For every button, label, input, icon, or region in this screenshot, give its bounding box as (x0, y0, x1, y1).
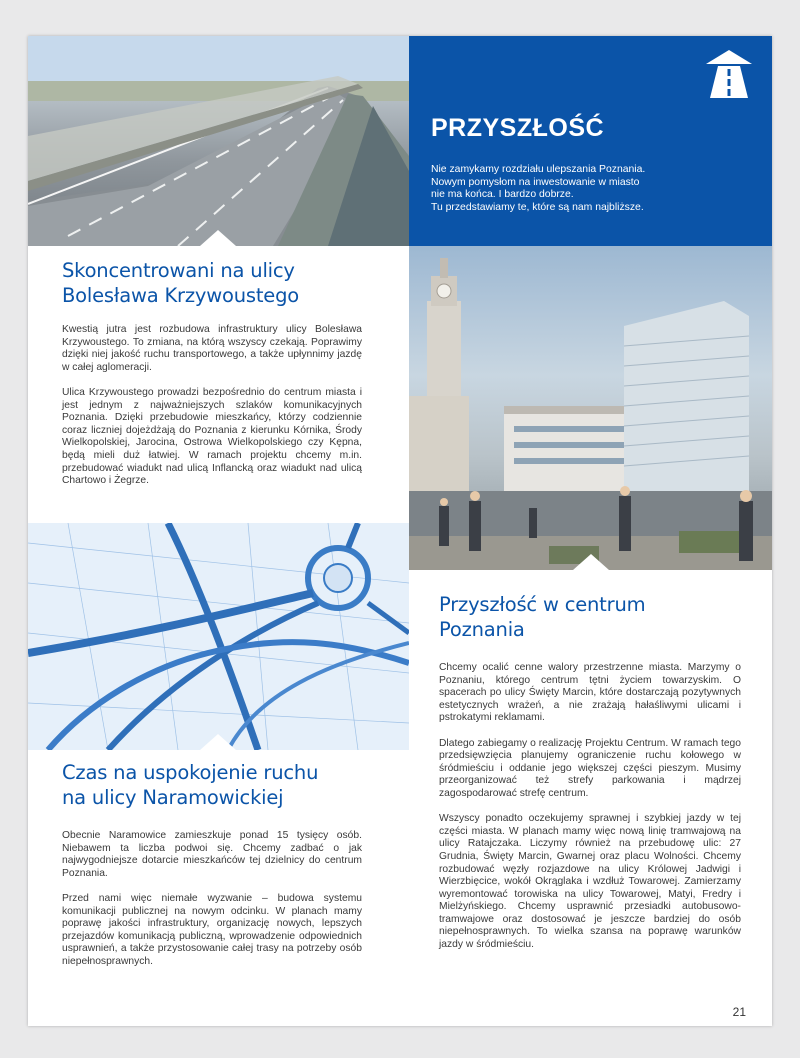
paragraph: Obecnie Naramowice zamieszkuje ponad 15 tysięcy osób. Niebawem ta liczba podwoi się. Chcemy zadbać o jak najwygodniejsze dotarcie mieszkańców tej dzielnicy do centrum Poznania. (62, 830, 362, 879)
article-krzywoustego (62, 258, 362, 500)
title-line: Skoncentrowani na ulicy (62, 259, 295, 282)
title-line: Czas na uspokojenie ruchu (62, 761, 319, 784)
notch-triangle (200, 734, 236, 750)
section-intro (431, 164, 711, 214)
city-center-photo (409, 246, 772, 570)
article-naramowicka (62, 760, 362, 981)
notch-triangle (573, 554, 609, 570)
paragraph: Dlatego zabiegamy o realizację Projektu Centrum. W ramach tego przedsięwzięcia planujemy ograniczenie ruchu kołowego w śródmieściu i oddanie jego większej części pieszym. Musimy przeorganizować też strefy parkowania i mądrzej zagospodarować strefę centrum. (439, 737, 741, 799)
notch-triangle (200, 230, 236, 246)
magazine-page (28, 36, 772, 1026)
article-title (62, 258, 362, 308)
intro-line: Nowym pomysłom na inwestowanie w miasto (431, 176, 640, 188)
intersection-plan-drawing (28, 523, 409, 750)
paragraph: Chcemy ocalić cenne walory przestrzenne miasta. Marzymy o Poznaniu, którego centrum tętni życiem towarzyskim. O spacerach po ulicy Święty Marcin, które dostarczają pozytywnych estetycznych wrażeń, a nie zrażają hałaśliwymi ulicami i pstrokatymi reklamami. (439, 662, 741, 724)
article-body (62, 324, 362, 488)
page-number: 21 (732, 1005, 746, 1019)
road-illustration (28, 36, 409, 246)
intro-line: nie ma końca. I bardzo dobrze. (431, 189, 574, 201)
intro-line: Nie zamykamy rozdziału ulepszania Poznania. (431, 164, 646, 175)
article-body (439, 662, 741, 952)
plan-illustration (28, 523, 409, 750)
title-line: Poznania (439, 618, 525, 641)
city-illustration (409, 246, 772, 570)
article-body (62, 830, 362, 969)
paragraph: Ulica Krzywoustego prowadzi bezpośrednio do centrum miasta i jest jednym z najważniejszych szlaków komunikacyjnych Poznania. Dzięki przebudowie mieszkańcy, którzy codziennie coraz liczniej dojeżdżają do Poznania z kierunku Kórnika, Środy Wielkopolskiej, Jarocina, Ostrowa Wielkopolskiego czy Kępna, będą mieli duż łatwiej. W ramach projektu chcemy m.in. przebudować wiadukt nad ulicą Inflancką oraz wiadukt nad ulicą Chartowo i Żegrze. (62, 386, 362, 487)
section-header-panel (409, 36, 772, 246)
article-centrum (439, 592, 741, 964)
title-line: Przyszłość w centrum (439, 593, 646, 616)
section-title: PRZYSZŁOŚĆ (431, 114, 605, 142)
title-line: Bolesława Krzywoustego (62, 284, 299, 307)
title-line: na ulicy Naramowickiej (62, 786, 284, 809)
road-photo (28, 36, 409, 246)
article-title (62, 760, 362, 810)
road-icon (704, 48, 754, 100)
intro-line: Tu przedstawiamy te, które są nam najbliższe. (431, 201, 644, 213)
paragraph: Przed nami więc niemałe wyzwanie – budowa systemu komunikacji publicznej na nowym odcinku. W planach mamy poprawę jakości infrastruktury, organizację nowych, lepszych przejazdów komunikacją publiczną, wprowadzenie odpowiednich usprawnień, a także przystosowanie całej trasy na potrzeby osób niepełnosprawnych. (62, 892, 362, 967)
article-title (439, 592, 741, 642)
paragraph: Kwestią jutra jest rozbudowa infrastruktury ulicy Bolesława Krzywoustego. To zmiana, na którą wszyscy czekają. Poprawimy dzięki niej jakość ruchu transportowego, a także upłynnimy jazdę w całej aglomeracji. (62, 324, 362, 373)
paragraph: Wszyscy ponadto oczekujemy sprawnej i szybkiej jazdy w tej części miasta. W planach mamy więc nową linię tramwajową na ulicy Ratajczaka. Liczymy również na przebudowę ulic: 27 Grudnia, Święty Marcin, Gwarnej oraz placu Wolności. Chcemy rozbudować węzły rozjazdowe na ulicy Królowej Jadwigi i Wierzbięcice, wokół Okrąglaka i wzdłuż Towarowej. Zamierzamy wyremontować torowiska na ulicy Towarowej, Matyi, Fredry i Mielżyńskiego. Chcemy usprawnić przesiadki autobusowo-tramwajowe oraz dostosować je jeszcze bardziej do osób niepełnosprawnych. To wielka szansa na poprawę warunków jazdy w śródmieściu. (439, 813, 741, 951)
